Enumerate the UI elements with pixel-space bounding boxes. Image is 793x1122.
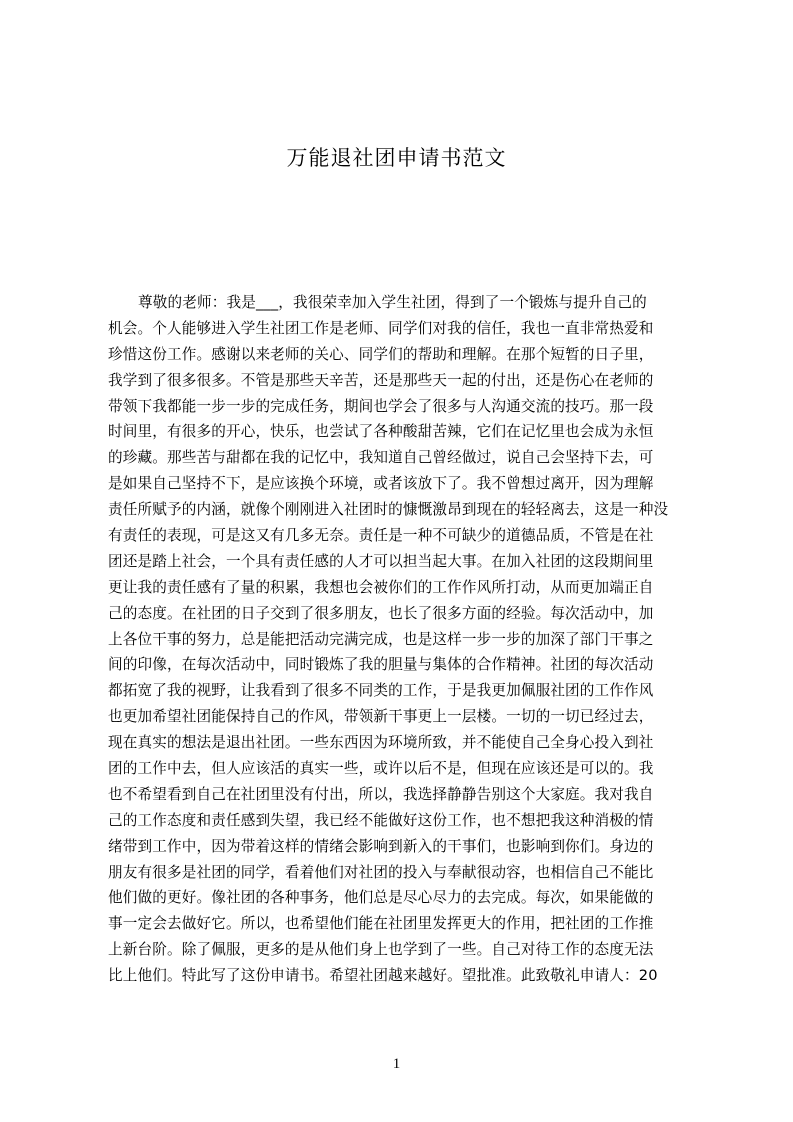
page-number: 1 [392,1056,401,1072]
body-line: 都拓宽了我的视野，让我看到了很多不同类的工作，于是我更加佩服社团的工作作风 [108,682,654,700]
body-line: 也不希望看到自己在社团里没有付出，所以，我选择静静告别这个大家庭。我对我自 [108,785,654,803]
document-body [108,290,698,1020]
body-line: 团的工作中去，但人应该活的真实一些，或许以后不是，但现在应该还是可以的。我 [108,760,654,778]
body-line: 团还是踏上社会，一个具有责任感的人才可以担当起大事。在加入社团的这段期间里 [108,552,654,570]
body-line: 事一定会去做好它。所以，也希望他们能在社团里发挥更大的作用，把社团的工作推 [108,915,654,933]
body-line: 也更加希望社团能保持自己的作风，带领新干事更上一层楼。一切的一切已经过去， [108,708,654,726]
body-line: 上新台阶。除了佩服，更多的是从他们身上也学到了一些。自己对待工作的态度无法 [108,941,654,959]
body-line: 更让我的责任感有了量的积累，我想也会被你们的工作作风所打动，从而更加端正自 [108,578,654,596]
body-line: 责任所赋予的内涵，就像个刚刚进入社团时的慷慨激昂到现在的轻轻离去，这是一种没 [108,501,669,519]
body-line: 机会。个人能够进入学生社团工作是老师、同学们对我的信任，我也一直非常热爱和 [108,319,654,337]
body-line: 己的态度。在社团的日子交到了很多朋友，也长了很多方面的经验。每次活动中，加 [108,604,654,622]
body-line: 上各位干事的努力，总是能把活动完满完成，也是这样一步一步的加深了部门干事之 [108,630,654,648]
body-line: 是如果自己坚持不下，是应该换个环境，或者该放下了。我不曾想过离开，因为理解 [108,475,654,493]
body-line: 时间里，有很多的开心，快乐，也尝试了各种酸甜苦辣，它们在记忆里也会成为永恒 [108,423,654,441]
body-line: 比上他们。特此写了这份申请书。希望社团越来越好。望批准。此致敬礼申请人：20 [108,967,658,985]
body-line: 己的工作态度和责任感到失望，我已经不能做好这份工作，也不想把我这种消极的情 [108,811,654,829]
body-line: 我学到了很多很多。不管是那些天辛苦，还是那些天一起的付出，还是伤心在老师的 [108,371,654,389]
body-line: 朋友有很多是社团的同学，看着他们对社团的投入与奉献很动容，也相信自己不能比 [108,863,654,881]
body-line: 现在真实的想法是退出社团。一些东西因为环境所致，并不能使自己全身心投入到社 [108,734,654,752]
document-title: 万能退社团申请书范文 [286,146,507,170]
body-line: 绪带到工作中，因为带着这样的情绪会影响到新入的干事们，也影响到你们。身边的 [108,837,654,855]
body-line: 的珍藏。那些苦与甜都在我的记忆中，我知道自己曾经做过，说自己会坚持下去，可 [108,449,654,467]
body-line: 有责任的表现，可是这又有几多无奈。责任是一种不可缺少的道德品质，不管是在社 [108,527,654,545]
body-line: 珍惜这份工作。感谢以来老师的关心、同学们的帮助和理解。在那个短暂的日子里， [108,345,654,363]
body-line: 带领下我都能一步一步的完成任务，期间也学会了很多与人沟通交流的技巧。那一段 [108,397,654,415]
body-line: 他们做的更好。像社团的各种事务，他们总是尽心尽力的去完成。每次，如果能做的 [108,889,654,907]
body-line: 尊敬的老师：我是___，我很荣幸加入学生社团，得到了一个锻炼与提升自己的 [138,294,647,311]
body-line: 间的印像，在每次活动中，同时锻炼了我的胆量与集体的合作精神。社团的每次活动 [108,656,654,674]
